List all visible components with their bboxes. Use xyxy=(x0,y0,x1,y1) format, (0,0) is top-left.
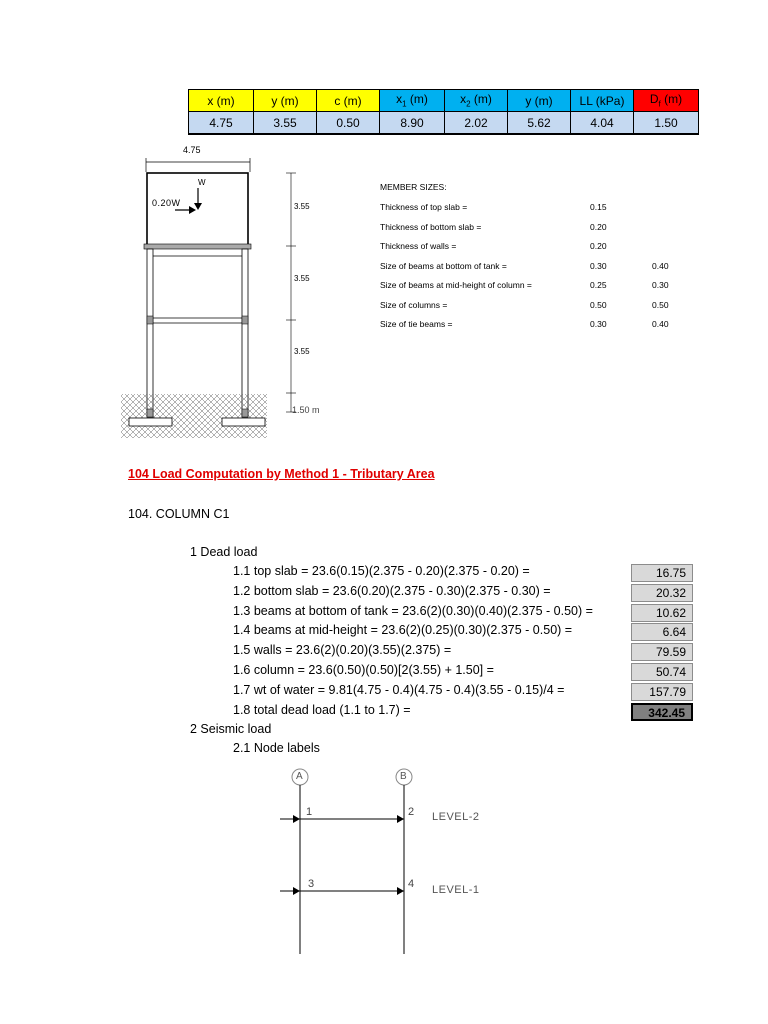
member-size-value-1: 0.30 xyxy=(590,319,607,329)
member-size-value-1: 0.25 xyxy=(590,280,607,290)
member-size-value-2: 0.30 xyxy=(652,280,669,290)
member-size-label: Thickness of bottom slab = xyxy=(380,221,482,232)
tank-bottom-beam xyxy=(144,244,251,249)
section-heading: 104 Load Computation by Method 1 - Tributary Area xyxy=(128,467,435,481)
seismic-title: 2 Seismic load xyxy=(190,722,272,736)
dead-load-title: 1 Dead load xyxy=(190,545,258,559)
member-size-label: Size of beams at bottom of tank = xyxy=(380,260,507,271)
right-column xyxy=(242,249,248,417)
dead-load-value: 50.74 xyxy=(631,663,693,681)
node-label-diagram xyxy=(280,766,480,956)
parameter-value-row xyxy=(189,112,699,135)
dim-label-3: 3.55 xyxy=(294,347,310,356)
dead-load-item: 1.6 column = 23.6(0.50)(0.50)[2(3.55) + 1.50] = xyxy=(233,663,494,677)
member-size-value-2: 0.40 xyxy=(652,260,669,271)
member-size-label: Size of tie beams = xyxy=(380,319,453,329)
param-header-cell: $D_f$ (m) xyxy=(634,90,699,112)
param-value-cell: 0.50 xyxy=(317,112,380,135)
param-value-cell: 2.02 xyxy=(445,112,508,135)
param-value-cell: 5.62 xyxy=(508,112,571,135)
parameter-table xyxy=(188,89,699,135)
param-value-cell: 4.75 xyxy=(189,112,254,135)
node-labels-subtitle: 2.1 Node labels xyxy=(233,741,320,755)
dead-load-value: 6.64 xyxy=(631,623,693,641)
dead-load-value: 157.79 xyxy=(631,683,693,701)
dead-load-item: 1.2 bottom slab = 23.6(0.20)(2.375 - 0.30)(2.375 - 0.30) = xyxy=(233,583,551,598)
total-dead-load-value: 342.45 xyxy=(631,703,693,721)
left-column xyxy=(147,249,153,417)
param-header-cell: y (m) xyxy=(508,90,571,112)
grid-a-label: A xyxy=(296,771,303,782)
depth-label: 1.50 m xyxy=(292,405,320,415)
dead-load-item: 1.7 wt of water = 9.81(4.75 - 0.4)(4.75 - 0.4)(3.55 - 0.15)/4 = xyxy=(233,682,565,697)
param-value-cell: 1.50 xyxy=(634,112,699,135)
grid-b-label: B xyxy=(400,771,407,782)
dead-load-value: 10.62 xyxy=(631,604,693,622)
param-value-cell: 4.04 xyxy=(571,112,634,135)
member-size-label: Thickness of top slab = xyxy=(380,202,468,212)
member-sizes-title: MEMBER SIZES: xyxy=(380,182,447,192)
param-header-cell: $x_1$ (m) xyxy=(380,90,445,112)
dead-load-item: 1.8 total dead load (1.1 to 1.7) = xyxy=(233,702,411,717)
member-size-value-2: 0.50 xyxy=(652,299,669,310)
dead-load-item: 1.3 beams at bottom of tank = 23.6(2)(0.30)(0.40)(2.375 - 0.50) = xyxy=(233,603,593,618)
param-value-cell: 3.55 xyxy=(254,112,317,135)
level-2-label: LEVEL-2 xyxy=(432,811,480,823)
member-size-label: Size of columns = xyxy=(380,299,448,310)
param-value-cell: 8.90 xyxy=(380,112,445,135)
dim-label-1: 3.55 xyxy=(294,202,310,211)
member-size-value-1: 0.50 xyxy=(590,299,607,310)
dead-load-value: 20.32 xyxy=(631,584,693,602)
parameter-header-row xyxy=(189,90,699,112)
param-header-cell: $x_2$ (m) xyxy=(445,90,508,112)
level-1-label: LEVEL-1 xyxy=(432,884,480,896)
dead-load-value: 79.59 xyxy=(631,643,693,661)
node-2-label: 2 xyxy=(408,806,415,818)
dead-load-item: 1.1 top slab = 23.6(0.15)(2.375 - 0.20)(2.375 - 0.20) = xyxy=(233,564,530,578)
dead-load-item: 1.5 walls = 23.6(2)(0.20)(3.55)(2.375) = xyxy=(233,643,452,658)
member-size-value-1: 0.20 xyxy=(590,221,607,232)
dead-load-value: 16.75 xyxy=(631,564,693,582)
tank-frame-diagram xyxy=(118,150,328,442)
node-3-label: 3 xyxy=(308,878,315,890)
dim-label-2: 3.55 xyxy=(294,274,310,283)
node-4-label: 4 xyxy=(408,878,415,890)
right-footing xyxy=(222,418,265,426)
load-w-label: W xyxy=(198,178,206,187)
column-heading: 104. COLUMN C1 xyxy=(128,507,230,521)
param-header-cell: x (m) xyxy=(189,90,254,112)
member-size-label: Size of beams at mid-height of column = xyxy=(380,280,532,290)
member-size-value-2: 0.40 xyxy=(652,319,669,329)
param-header-cell: y (m) xyxy=(254,90,317,112)
member-size-value-1: 0.15 xyxy=(590,202,607,212)
load-h-label: 0.20W xyxy=(152,198,181,208)
param-header-cell: c (m) xyxy=(317,90,380,112)
node-1-label: 1 xyxy=(306,806,313,818)
member-size-value-1: 0.30 xyxy=(590,260,607,271)
member-size-value-1: 0.20 xyxy=(590,241,607,251)
left-footing xyxy=(129,418,172,426)
param-header-cell: LL (kPa) xyxy=(571,90,634,112)
dead-load-item: 1.4 beams at mid-height = 23.6(2)(0.25)(0.30)(2.375 - 0.50) = xyxy=(233,623,573,638)
member-size-label: Thickness of walls = xyxy=(380,241,457,251)
width-label: 4.75 xyxy=(183,145,201,155)
